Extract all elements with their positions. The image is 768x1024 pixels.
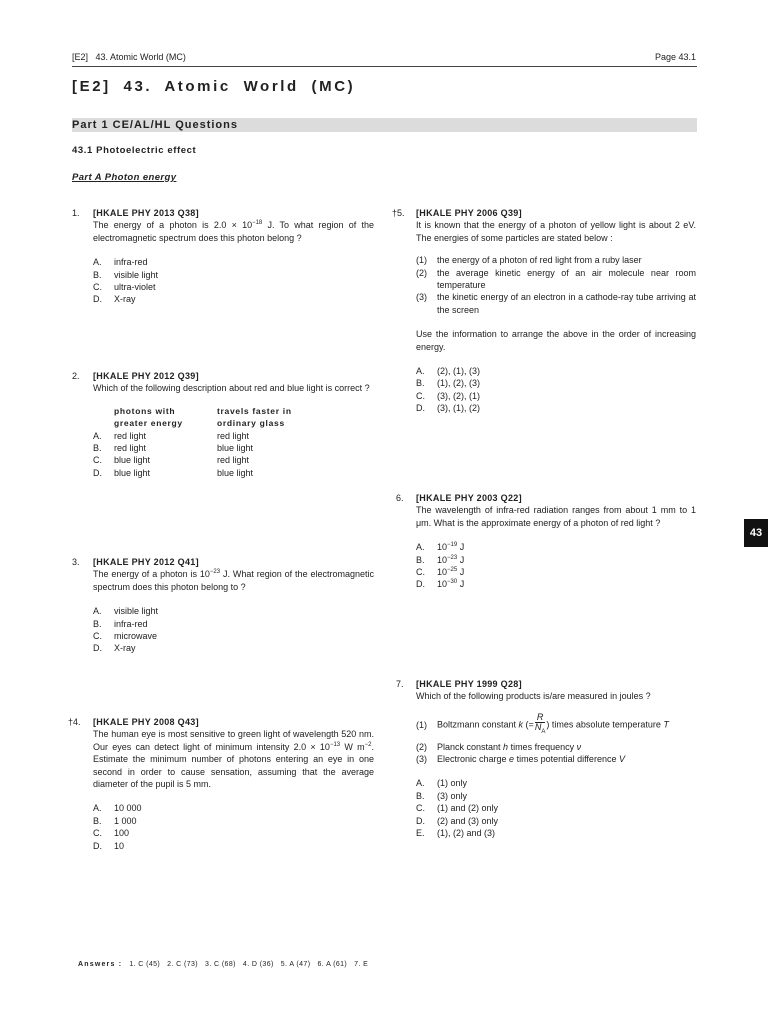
- option: A. $10^{-19}$ J: [416, 542, 465, 553]
- header-code: [E2]: [72, 52, 89, 62]
- option: C. ultra-violet: [93, 282, 156, 293]
- option: C. microwave: [93, 631, 158, 642]
- option: A. 10 000: [93, 803, 142, 814]
- question-text: It is known that the energy of a photon of yellow light is about 2 eV. The energies of some particles are stated below :: [416, 220, 696, 243]
- header-left: [72, 52, 186, 62]
- options: [416, 777, 696, 839]
- option: D. X-ray: [93, 294, 136, 305]
- list-item: (3) the kinetic energy of an electron in a cathode-ray tube arriving at the screen: [416, 292, 696, 315]
- option: A. visible light: [93, 606, 159, 617]
- statement-list: [416, 254, 696, 316]
- table-row: D. blue light blue light: [93, 467, 254, 478]
- question-text: The human eye is most sensitive to green light of wavelength 520 nm. Our eyes can detect light of minimum intensity $2.0 \times 10^{-13}$ W $m^{-2}$. Estimate the minimum number of photons entering an eye in one second in order to cause sensation, assuming that the average diameter of the pupil is 5 mm.: [93, 729, 374, 790]
- option: B. (3) only: [416, 790, 468, 801]
- table-row: B. red light blue light: [93, 443, 254, 454]
- question-text: Which of the following description about red and blue light is correct ?: [93, 383, 370, 394]
- answers-label: Answers :: [78, 961, 123, 968]
- table-header: greater energy: [114, 418, 183, 429]
- part-heading: Part 1 CE/AL/HL Questions: [72, 119, 238, 131]
- answers-footer: [78, 961, 368, 968]
- options: [416, 541, 696, 591]
- question-instruction: Use the information to arrange the above in the order of increasing energy.: [416, 329, 696, 352]
- option: B. $10^{-23}$ J: [416, 554, 465, 565]
- option: D. $10^{-30}$ J: [416, 579, 465, 590]
- question-text: The energy of a photon is $2.0 \times 10^{-18}$ J. To what region of the electromagnetic spectrum does this photon belong ?: [93, 220, 374, 243]
- option: B. visible light: [93, 269, 159, 280]
- question-number: †4.: [68, 717, 81, 727]
- option: D. (2) and (3) only: [416, 815, 499, 826]
- question-source: [HKALE PHY 2012 Q41]: [93, 557, 199, 567]
- table-row: C. blue light red light: [93, 455, 250, 466]
- section-heading: 43.1 Photoelectric effect: [72, 145, 197, 156]
- table-header: ordinary glass: [217, 418, 285, 429]
- list-item: (2) the average kinetic energy of an air molecule near room temperature: [416, 267, 696, 291]
- question-number: 6.: [396, 493, 404, 503]
- page-number: Page 43.1: [654, 52, 696, 62]
- question-number: 1.: [72, 208, 80, 218]
- table-row: A. red light red light: [93, 430, 250, 441]
- option: C. (1) and (2) only: [416, 803, 499, 814]
- list-item: (3) Electronic charge e times potential difference V: [416, 754, 625, 765]
- option: A. (2), (1), (3): [416, 366, 481, 377]
- header-divider: [72, 66, 697, 67]
- question-source: [HKALE PHY 1999 Q28]: [416, 679, 522, 689]
- question-number: †5.: [392, 208, 405, 218]
- list-item: (1) the energy of a photon of red light from a ruby laser: [416, 255, 642, 266]
- list-item: (2) Planck constant h times frequency ν: [416, 741, 582, 752]
- option: C. (3), (2), (1): [416, 390, 481, 401]
- question-number: 7.: [396, 679, 404, 689]
- option: D. 10: [93, 840, 125, 851]
- question-source: [HKALE PHY 2003 Q22]: [416, 493, 522, 503]
- question-text: Which of the following products is/are measured in joules ?: [416, 691, 651, 702]
- fraction: $\frac{R}{N_A}$: [534, 711, 546, 735]
- question-number: 2.: [72, 371, 80, 381]
- question-text: The wavelength of infra-red radiation ranges from about 1 mm to 1 μm. What is the approximate energy of a photon of red light ?: [416, 505, 696, 528]
- question-source: [HKALE PHY 2012 Q39]: [93, 371, 199, 381]
- option: B. infra-red: [93, 618, 148, 629]
- question-number: 3.: [72, 557, 80, 567]
- question-source: [HKALE PHY 2006 Q39]: [416, 208, 522, 218]
- option: B. (1), (2), (3): [416, 378, 481, 389]
- option: C. $10^{-25}$ J: [416, 567, 465, 578]
- options: [93, 256, 374, 306]
- options: [93, 605, 374, 655]
- table-header: travels faster in: [217, 405, 292, 416]
- statement-list: [416, 713, 696, 766]
- answers-text: 1. C (45) 2. C (73) 3. C (68) 4. D (36) 5. A (47) 6. A (61) 7. E: [129, 961, 369, 968]
- option: A. infra-red: [93, 257, 148, 268]
- option: E. (1), (2) and (3): [416, 828, 496, 839]
- page-title: [E2] 43. Atomic World (MC): [72, 78, 356, 95]
- list-item: (1) Boltzmann constant k (= $\frac{R}{N_A}$ ) times absolute temperature T: [416, 711, 669, 735]
- option: C. 100: [93, 828, 130, 839]
- part-heading-bar: [72, 118, 697, 132]
- option: D. (3), (1), (2): [416, 403, 481, 414]
- table-header: photons with: [114, 405, 176, 416]
- answer-table: [93, 405, 374, 479]
- question-source: [HKALE PHY 2013 Q38]: [93, 208, 199, 218]
- chapter-tab: 43: [744, 519, 768, 547]
- question-text: The energy of a photon is $10^{-23}$ J. What region of the electromagnetic spectrum does this photon belong to ?: [93, 569, 374, 592]
- option: A. (1) only: [416, 778, 468, 789]
- subpart-heading: Part A Photon energy: [72, 172, 177, 183]
- options: [93, 802, 374, 852]
- question-source: [HKALE PHY 2008 Q43]: [93, 717, 199, 727]
- option: D. X-ray: [93, 643, 136, 654]
- options: [416, 365, 696, 415]
- header-title: 43. Atomic World (MC): [95, 52, 186, 62]
- option: B. 1 000: [93, 815, 137, 826]
